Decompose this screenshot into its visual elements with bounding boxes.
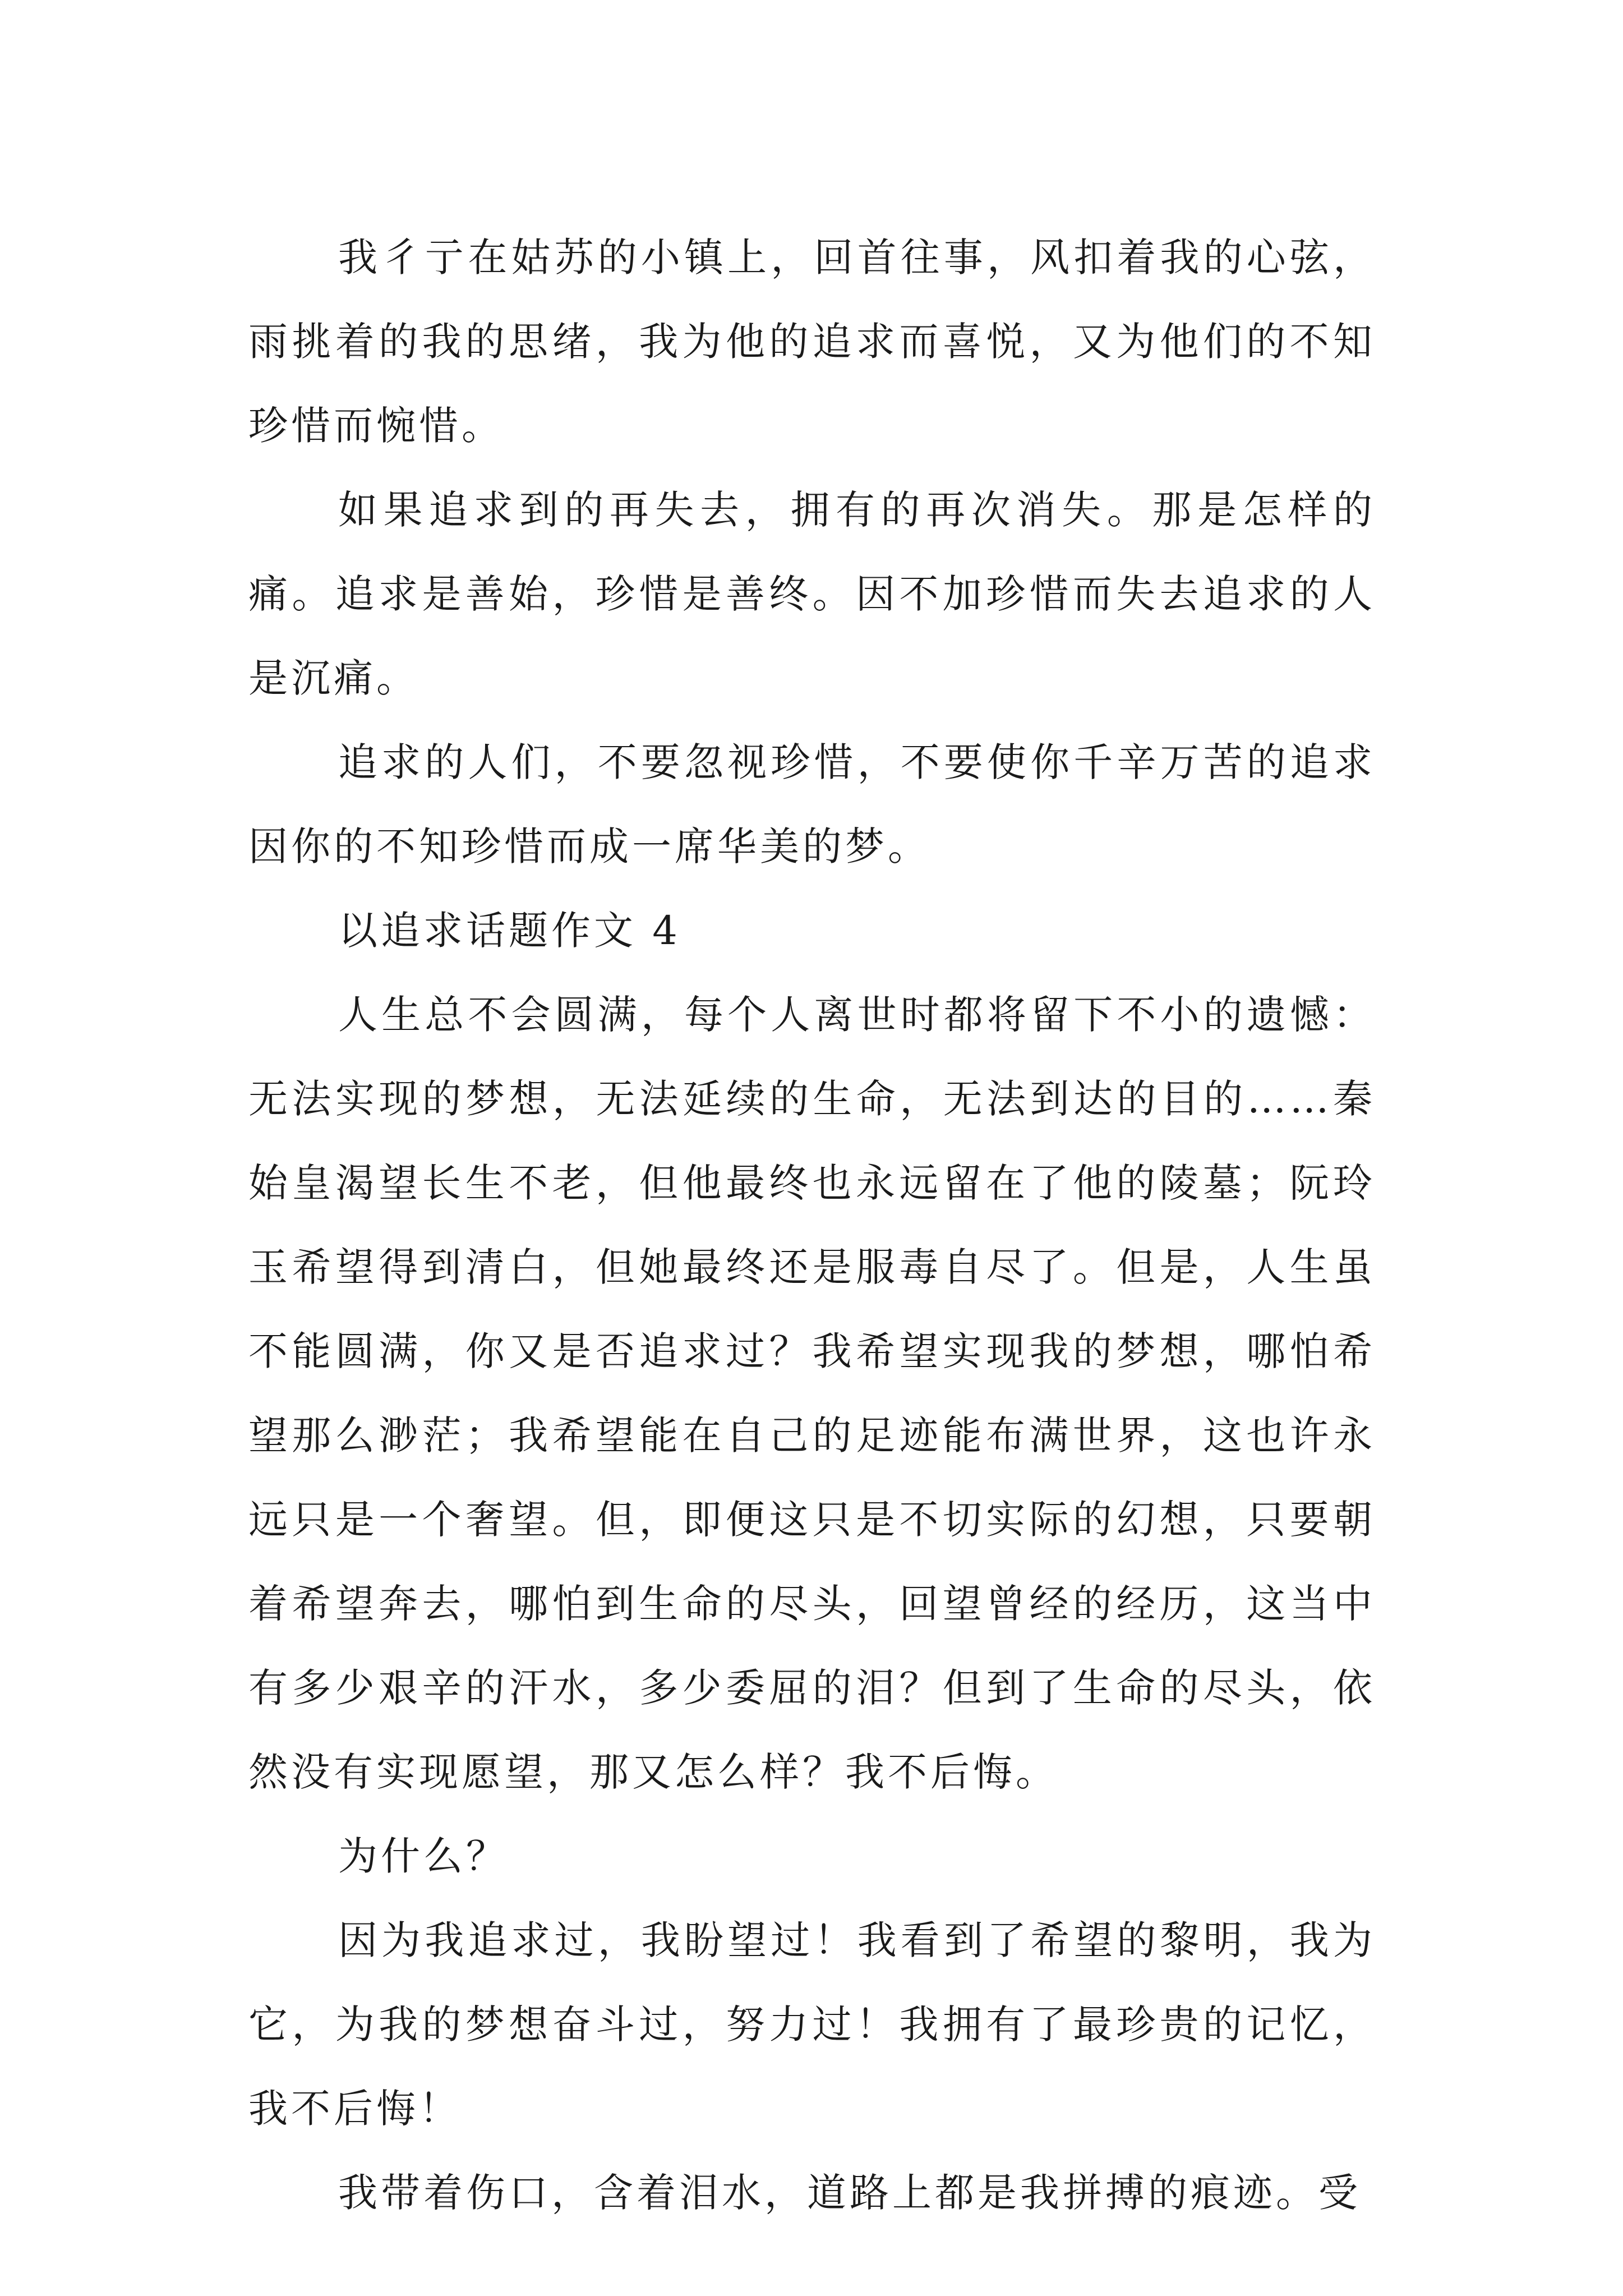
paragraph-4: 人生总不会圆满，每个人离世时都将留下不小的遗憾：无法实现的梦想，无法延续的生命，无法到达的目的……秦始皇渴望长生不老，但他最终也永远留在了他的陵墓；阮玲玉希望得到清白，但她最终还是服毒自尽了。但是，人生虽不能圆满，你又是否追求过？我希望实现我的梦想，哪怕希望那么渺茫；我希望能在自己的足迹能布满世界，这也许永远只是一个奢望。但，即便这只是不切实际的幻想，只要朝着希望奔去，哪怕到生命的尽头，回望曾经的经历，这当中有多少艰辛的汗水，多少委屈的泪？但到了生命的尽头，依然没有实现愿望，那又怎么样？我不后悔。: [248, 992, 1376, 1795]
paragraph-5: 为什么？: [338, 1833, 509, 1879]
document-body: [248, 215, 1376, 2235]
section-heading: 以追求话题作文 4: [338, 908, 681, 954]
paragraph-2: 如果追求到的再失去，拥有的再次消失。那是怎样的痛。追求是善始，珍惜是善终。因不加珍惜而失去追求的人是沉痛。: [248, 487, 1376, 701]
paragraph-7: 我带着伤口，含着泪水，道路上都是我拼搏的痕迹。受: [338, 2170, 1361, 2216]
paragraph-1: 我彳亍在姑苏的小镇上，回首往事，风扣着我的心弦，雨挑着的我的思绪，我为他的追求而喜悦，又为他们的不知珍惜而惋惜。: [248, 234, 1376, 449]
paragraph-3: 追求的人们，不要忽视珍惜，不要使你千辛万苦的追求因你的不知珍惜而成一席华美的梦。: [248, 739, 1376, 869]
paragraph-6: 因为我追求过，我盼望过！我看到了希望的黎明，我为它，为我的梦想奋斗过，努力过！我拥有了最珍贵的记忆，我不后悔！: [248, 1917, 1376, 2132]
